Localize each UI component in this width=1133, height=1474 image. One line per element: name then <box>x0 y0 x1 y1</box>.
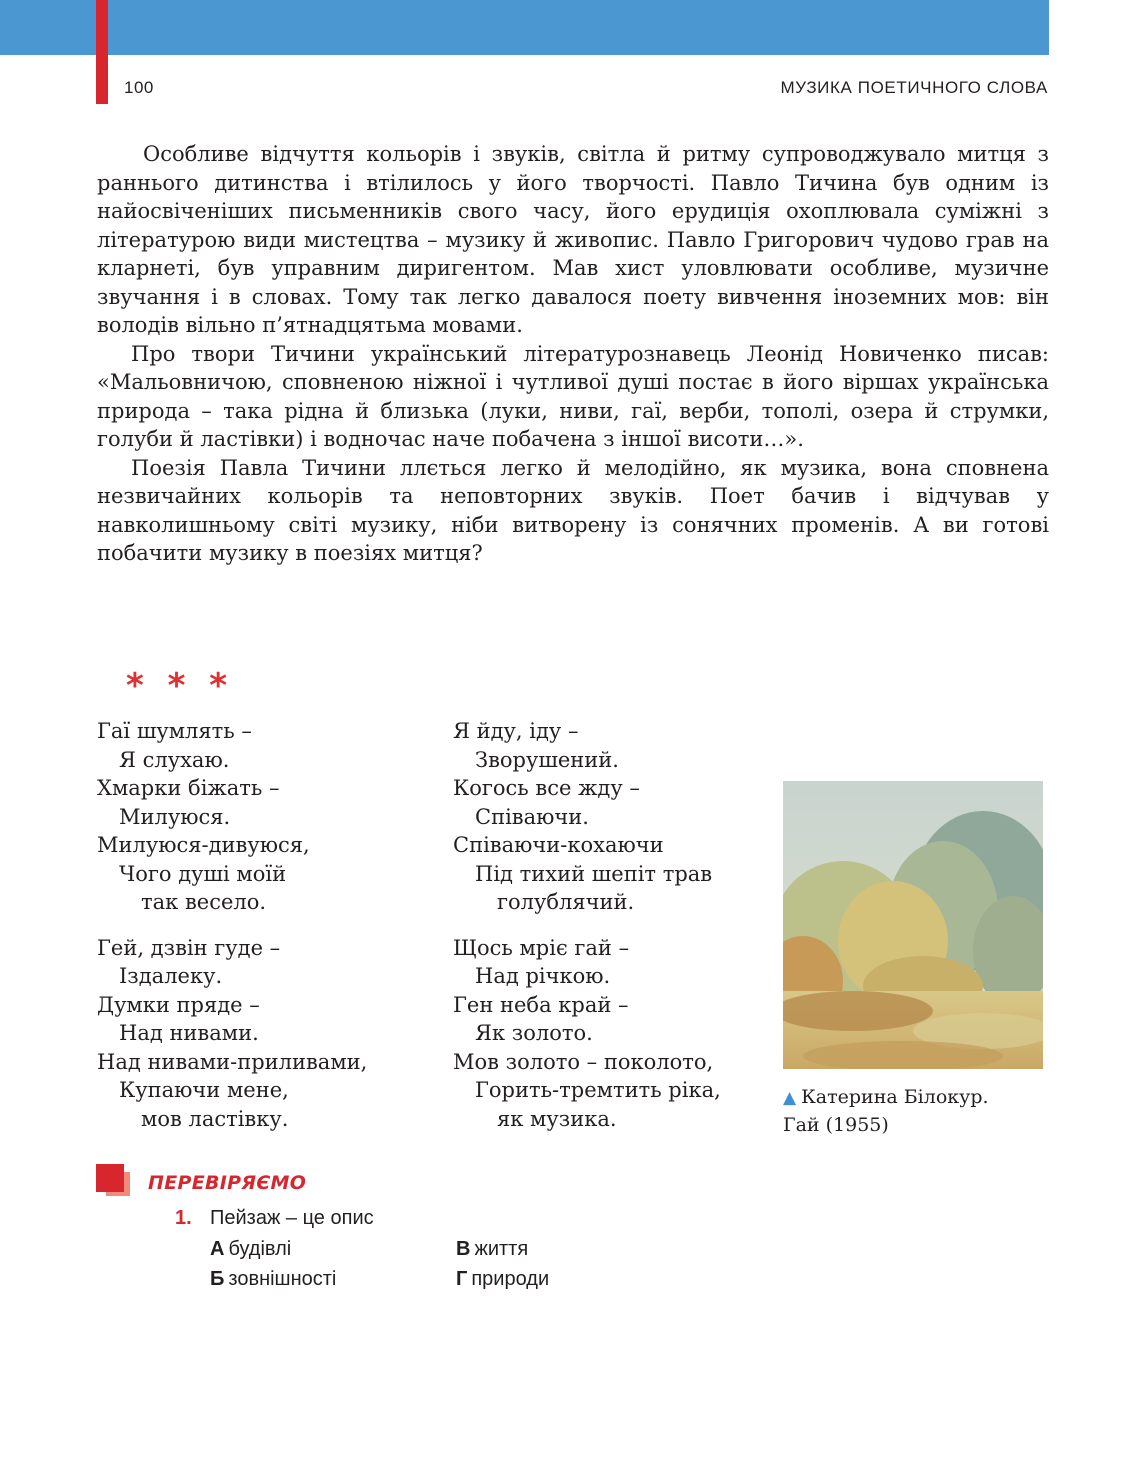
painting-caption <box>783 1084 1043 1139</box>
running-title: МУЗИКА ПОЕТИЧНОГО СЛОВА <box>780 78 1048 97</box>
option-text: будівлі <box>228 1238 292 1260</box>
option-text: зовнішності <box>228 1268 337 1290</box>
check-section-header <box>96 1164 396 1200</box>
poem-line: Милуюся-дивуюся, <box>97 833 310 857</box>
poem-line: мов ластівку. <box>141 1106 289 1131</box>
poem-line: Купаючи мене, <box>119 1078 289 1102</box>
poem-asterisks: * * * <box>126 666 234 706</box>
poem-line: Я слухаю. <box>119 747 230 772</box>
option-letter: А <box>210 1238 225 1260</box>
poem-line: Співаючи-кохаючи <box>453 833 664 857</box>
poem-line: Ген неба край – <box>453 992 629 1017</box>
poem-line: Гей, дзвін гуде – <box>97 935 281 960</box>
poem-stanza <box>453 934 773 1134</box>
answer-option-b[interactable] <box>210 1268 336 1291</box>
poem-line: так весело. <box>141 890 267 914</box>
option-text: природи <box>471 1268 550 1290</box>
answer-option-v[interactable] <box>456 1238 528 1261</box>
header-blue-bar <box>0 0 1049 55</box>
header-red-strip <box>96 0 108 104</box>
page-number: 100 <box>124 78 154 97</box>
poem-line: Чого душі моїй <box>119 861 287 886</box>
option-letter: Г <box>456 1268 468 1290</box>
poem-line: Над нивами-приливами, <box>97 1049 368 1074</box>
paragraph-2: Про твори Тичини український літературознавець Леонід Новиченко писав: «Мальовничою, сповненою ніжної і чутливої душі постає в його віршах українська природа – така рідна й близька (луки, ниви, гаї, верби, тополі, озера й струмки, голуби й ластівки) і водночас наче побачена з іншої висоти…». <box>97 341 1049 451</box>
poem-line: Під тихий шепіт трав <box>475 861 713 886</box>
poem-line: Я йду, іду – <box>453 719 579 743</box>
poem-line: Мов золото – поколото, <box>453 1049 714 1074</box>
option-text: життя <box>474 1238 529 1260</box>
poem-line: голублячий. <box>497 890 635 914</box>
poem-line: Хмарки біжать – <box>97 776 280 800</box>
check-section-title: ПЕРЕВІРЯЄМО <box>148 1172 307 1194</box>
poem-line: як музика. <box>497 1106 617 1131</box>
paragraph-3: Поезія Павла Тичини ллється легко й мелодійно, як музика, вона сповнена незвичайних кольорів та неповторних звуків. Поет бачив і відчував у навколишньому світі музику, ніби витворену із сонячних променів. А ви готові побачити музику в поезіях митця? <box>97 455 1049 565</box>
poem-line: Гаї шумлять – <box>97 719 252 743</box>
paragraph-1: Особливе відчуття кольорів і звуків, світла й ритму супроводжувало митця з раннього дитинства і втілилось у його творчості. Павло Тичина був одним із найосвіченіших письменників свого часу, його ерудиція охоплювала суміжні з літературою види мистецтва – музику й живопис. Павло Григорович чудово грав на кларнеті, був управним диригентом. Мав хист уловлювати особливе, музичне звучання і в словах. Тому так легко давалося поету вивчення іноземних мов: він володів вільно п’ятнадцятьма мовами. <box>97 142 1049 337</box>
painting-image <box>783 781 1043 1069</box>
poem-stanza <box>97 934 447 1134</box>
square-icon <box>96 1164 124 1192</box>
triangle-icon: ▲ <box>783 1088 797 1108</box>
poem-line: Іздалеку. <box>119 964 223 988</box>
poem-stanza <box>453 717 773 917</box>
poem-stanza <box>97 717 447 917</box>
poem-line: Зворушений. <box>475 747 619 772</box>
question-number: 1. <box>175 1207 192 1229</box>
poem-line: Когось все жду – <box>453 776 640 800</box>
poem-line: Над річкою. <box>475 964 611 988</box>
caption-author: Катерина Білокур. <box>801 1086 989 1108</box>
poem-line: Щось мріє гай – <box>453 935 630 960</box>
answer-option-a[interactable] <box>210 1238 291 1261</box>
caption-title: Гай (1955) <box>783 1114 889 1136</box>
option-letter: Б <box>210 1268 225 1290</box>
poem-line: Горить-тремтить ріка, <box>475 1078 721 1102</box>
poem-line: Співаючи. <box>475 804 589 829</box>
poem-right-column <box>453 717 773 1150</box>
poem-line: Думки пряде – <box>97 992 260 1017</box>
poem-left-column <box>97 717 447 1150</box>
option-letter: В <box>456 1238 471 1260</box>
question-text: Пейзаж – це опис <box>210 1207 374 1229</box>
answer-option-h[interactable] <box>456 1268 549 1291</box>
poem-line: Як золото. <box>475 1021 593 1045</box>
intro-text <box>97 140 1049 568</box>
poem-line: Милуюся. <box>119 804 231 829</box>
poem-line: Над нивами. <box>119 1021 259 1045</box>
caption-line <box>783 1084 1043 1112</box>
